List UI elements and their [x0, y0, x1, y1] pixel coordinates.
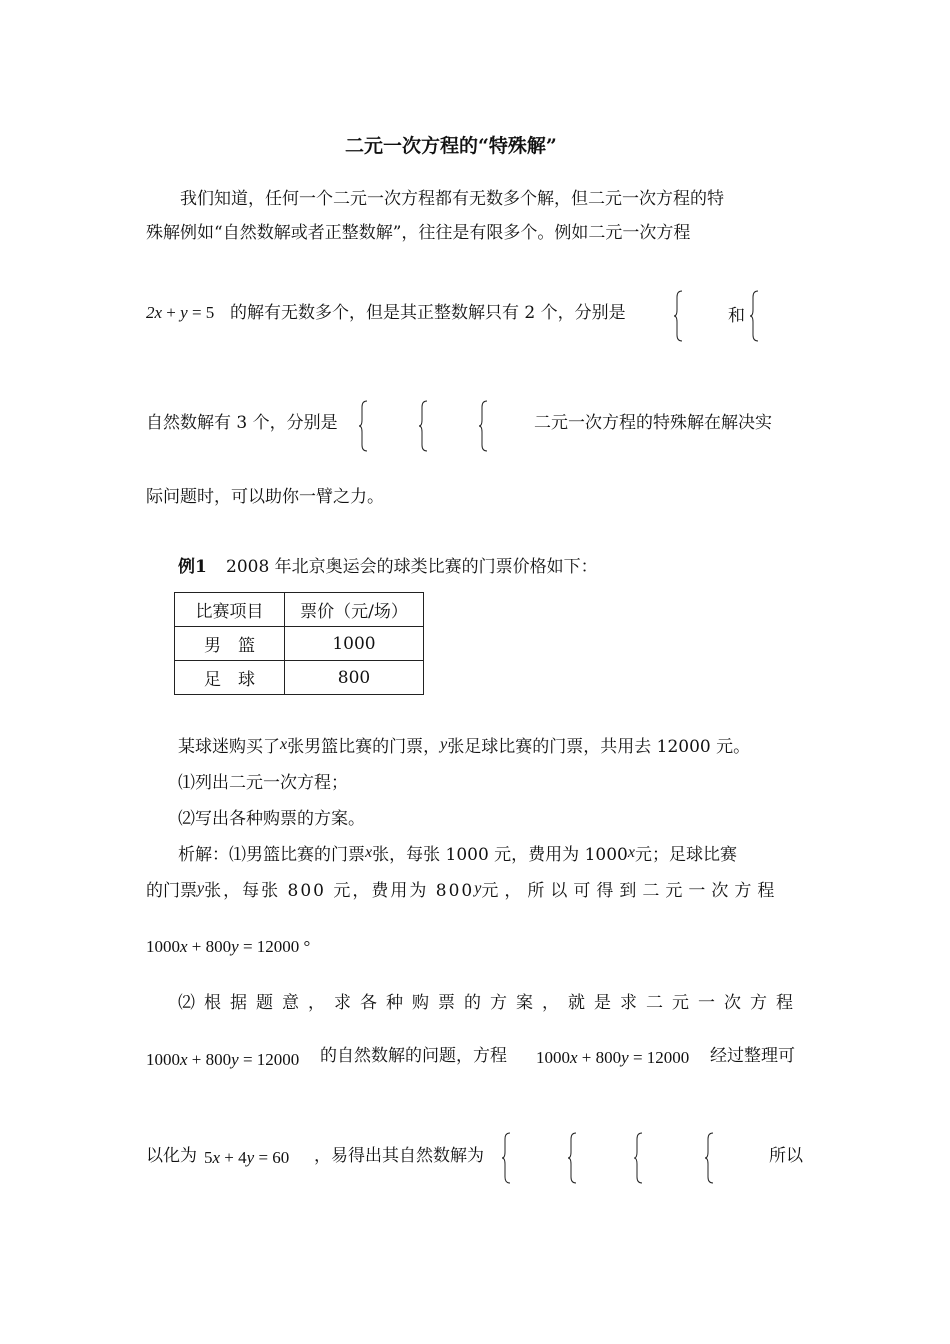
- problem-line-1: 某球迷购买了x张男篮比赛的门票，y张足球比赛的门票，共用去 12000 元。: [178, 736, 751, 757]
- solution-line-2: 的门票y张，每张 800 元，费用为 800y元，所以可得到二元一次方程: [146, 880, 781, 901]
- question-2: ⑵写出各种购票的方案。: [178, 809, 365, 829]
- intro-line-4-tail: 二元一次方程的特殊解在解决实: [534, 413, 772, 433]
- solution-line-4-b: 经过整理可: [710, 1046, 795, 1066]
- table-cell: 男 篮: [175, 627, 285, 661]
- equation-12000-b: 1000x + 800y = 12000: [146, 1050, 300, 1069]
- equation-2x-y-5: 2x + y = 5: [146, 303, 215, 322]
- table-row: [175, 661, 424, 695]
- intro-line-5: 际问题时，可以助你一臂之力。: [146, 487, 384, 507]
- table-header: 比赛项目: [175, 593, 285, 627]
- solution-line-5-c: 所以: [769, 1146, 803, 1166]
- brace-icon: [674, 291, 684, 341]
- table-cell: 1000: [285, 627, 424, 661]
- solution-line-3: ⑵根据题意，求各种购票的方案，就是求二元一次方程: [178, 993, 802, 1013]
- solution-line-1: 析解：⑴男篮比赛的门票x张，每张 1000 元，费用为 1000x元；足球比赛: [178, 844, 737, 865]
- brace-icon: [502, 1133, 512, 1183]
- equation-12000-c: 1000x + 800y = 12000: [536, 1048, 690, 1067]
- table-cell: 足 球: [175, 661, 285, 695]
- page-title: 二元一次方程的“特殊解”: [345, 135, 557, 157]
- table-header: 票价（元/场）: [285, 593, 424, 627]
- brace-icon: [419, 401, 429, 451]
- question-1: ⑴列出二元一次方程；: [178, 773, 348, 793]
- example-text: 2008 年北京奥运会的球类比赛的门票价格如下：: [226, 557, 598, 577]
- brace-icon: [750, 291, 760, 341]
- solution-line-5-b: ，易得出其自然数解为: [314, 1146, 484, 1166]
- brace-icon: [359, 401, 369, 451]
- brace-icon: [634, 1133, 644, 1183]
- solution-line-4-a: 的自然数解的问题，方程: [320, 1046, 507, 1066]
- brace-icon: [479, 401, 489, 451]
- equation-5x-4y-60: 5x + 4y = 60: [204, 1148, 290, 1167]
- intro-line-1: 我们知道，任何一个二元一次方程都有无数多个解，但二元一次方程的特: [180, 189, 724, 209]
- intro-line-2: 殊解例如“自然数解或者正整数解”，往往是有限多个。例如二元一次方程: [146, 223, 691, 243]
- brace-icon: [568, 1133, 578, 1183]
- intro-line-4: 自然数解有 3 个，分别是: [146, 413, 338, 433]
- brace-icon: [705, 1133, 715, 1183]
- table-row: [175, 627, 424, 661]
- table-header-row: [175, 593, 424, 627]
- solution-line-5-a: 以化为: [146, 1146, 197, 1166]
- example-label: 例1: [178, 557, 207, 577]
- and-word: 和: [728, 306, 745, 326]
- intro-line-3: 的解有无数多个，但是其正整数解只有 2 个，分别是: [230, 303, 626, 323]
- equation-12000: 1000x + 800y = 12000 °: [146, 937, 311, 956]
- table-cell: 800: [285, 661, 424, 695]
- ticket-price-table: [174, 592, 424, 695]
